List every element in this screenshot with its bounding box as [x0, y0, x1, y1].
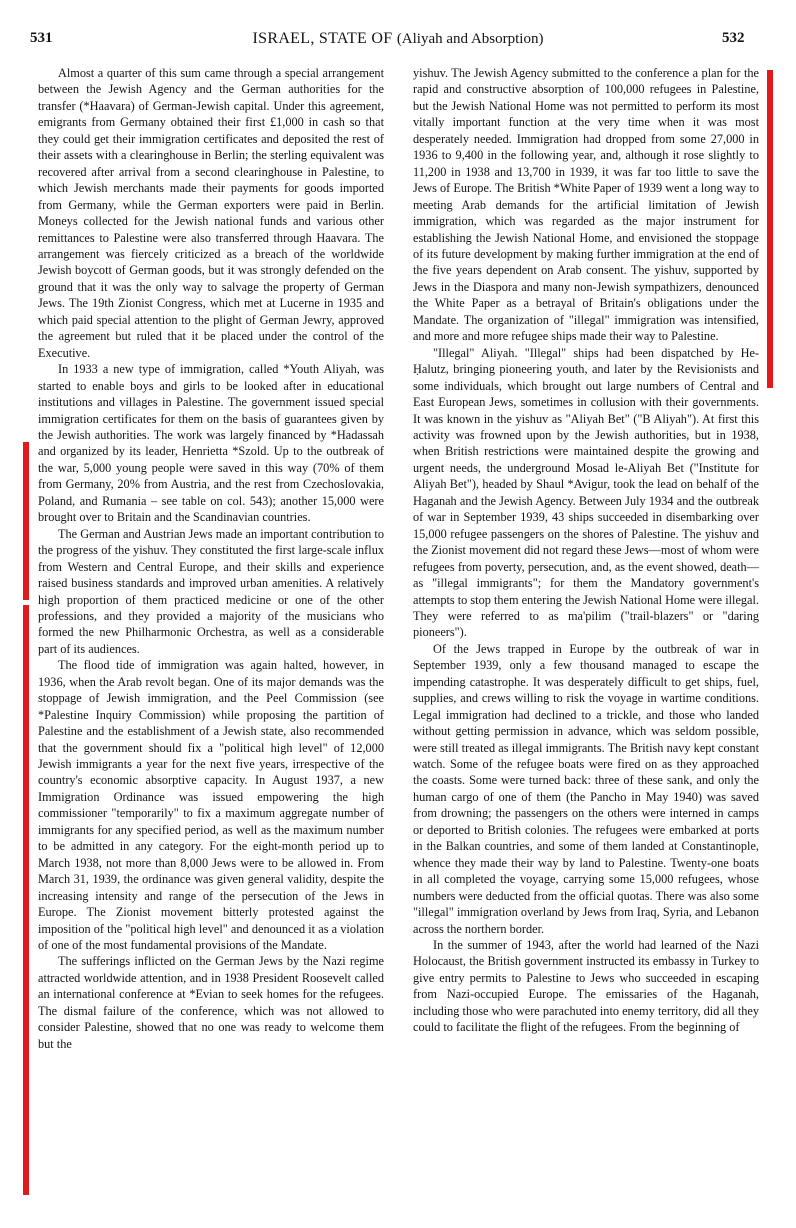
left-column [38, 65, 384, 1052]
left-paragraph-4: The flood tide of immigration was again halted, however, in 1936, when the Arab revolt began. One of its major demands was the stoppage of Jewish immigration, and the Peel Commission (see *Palestine Inquiry Commission) while proposing the partition of Palestine and the establishment of a Jewish state, also recommended that the government should fix a "political high level" of 12,000 Jewish immigrants a year for the next five years, irrespective of the country's economic absorptive capacity. In August 1937, a new Immigration Ordinance was issued empowering the high commissioner "temporarily" to fix a maximum aggregate number of immigrants for any specified period, as well as the maximum number to be admitted in any category. For the eight-month period up to March 1938, not more than 8,000 Jews were to be allowed in. From March 31, 1939, the ordinance was given general validity, despite the increasing intensity and range of the persecution of the Jews in Europe. The Zionist movement bitterly protested against the imposition of the "political high level" and denounced it as a violation of one of the most fundamental provisions of the Mandate. [38, 658, 384, 953]
right-paragraph-2: "Illegal" Aliyah. "Illegal" ships had been dispatched by He-Ḥalutz, bringing pioneering youth, and later by the Revisionists and some individuals, which brought out large numbers of Central and East European Jews, sometimes in collusion with their governments. It was known in the yishuv as "Aliyah Bet" ("B Aliyah"). At first this activity was frowned upon by the Jewish authorities, but in 1938, when British restrictions were maintained despite the growing and urgent needs, the underground Mosad le-Aliyah Bet ("Institute for Aliyah Bet"), headed by Shaul *Avigur, took the lead on behalf of the Haganah and the Jewish Agency. Between July 1934 and the outbreak of war in September 1939, 43 ships succeeded in disembarking over 15,000 refugee passengers on the shores of Palestine. The yishuv and the Zionist movement did not regard these Jews—most of whom were refugees from poverty, persecution, and, as the event showed, death—as "illegal immigrants"; for them the Mandatory government's attempts to stop them entering the Jewish National Home were illegal. They were referred to as ma'pilim ("trail-blazers" or "daring pioneers"). [413, 345, 759, 640]
left-paragraph-5: The sufferings inflicted on the German Jews by the Nazi regime attracted worldwide attention, and in 1938 President Roosevelt called an international conference at *Evian to seek homes for the refugees. The dismal failure of the conference, which was not allowed to consider Palestine, showed that no one was ready to welcome them but the [38, 954, 384, 1051]
right-paragraph-1: yishuv. The Jewish Agency submitted to the conference a plan for the rapid and constructive absorption of 100,000 refugees in Palestine, but the Jewish National Home was not permitted to perform its most vitally important function at the very time when it was most desperately needed. Immigration had dropped from some 27,000 in 1936 to 9,400 in the following year, and, although it rose slightly to 11,200 in 1938 and 13,700 in 1939, it was far too little to save the Jews of Europe. The British *White Paper of 1939 went a long way to meeting Arab demands for the artificial limitation of Jewish immigration, which was regarded as the major instrument for establishing the Jewish National Home, and envisioned the stoppage of its future development by making further immigration at the end of the five years dependent on Arab consent. The yishuv, supported by Jews in the Diaspora and many non-Jewish sympathizers, denounced the White Paper as a betrayal of Britain's obligations under the Mandate. The organization of "illegal" immigration was intensified, and more and more refugee ships made their way to Palestine. [413, 66, 759, 344]
right-paragraph-3: Of the Jews trapped in Europe by the outbreak of war in September 1939, only a few thousand managed to escape the impending catastrophe. It was desperately difficult to get ships, fuel, supplies, and crews willing to risk the voyage in wartime conditions. Legal immigration had declined to a trickle, and those who landed without getting permission in advance, which was seldom possible, were still treated as illegal immigrants. The British navy kept constant watch. Some of the refugee boats were fired on as they approached the coasts. Some were turned back: three of these sank, and only the human cargo of one of them (the Pancho in May 1940) was saved from drowning; the passengers on the others were interned in camps or deported to British colonies. The refugees were embarked at ports in the Balkan countries, and some of them landed at Constantinople, whence they made their way by land to Palestine. Twenty-one boats in all completed the voyage, carrying some 15,000 refugees, whose numbers were deducted from the official quotas. There was also some "illegal" immigration overland by Jews from Iraq, Syria, and Lebanon across the northern border. [413, 641, 759, 936]
running-title-main: ISRAEL, STATE OF [252, 30, 393, 47]
margin-annotation-bar [767, 70, 773, 388]
running-title [0, 30, 796, 48]
right-column [413, 65, 759, 1036]
running-title-sub: (Aliyah and Absorption) [396, 31, 544, 47]
left-paragraph-1: Almost a quarter of this sum came through a special arrangement between the Jewish Agency and the German authorities for the transfer (*Haavara) of German-Jewish capital. Under this agreement, emigrants from Germany obtained their first £1,000 in cash so that they could get their immigration certificates and deposited the rest of their assets with a clearinghouse in Berlin; the sterling equivalent was recovered after arrival from a second clearinghouse in Palestine, to which Jewish merchants made their payments for goods imported from Germany, while the German exporters were paid in Berlin. Moneys collected for the Jewish national funds and various other remittances to Palestine were also transferred through Haavara. The arrangement was fiercely criticized as a breach of the worldwide Jewish boycott of German goods, but it was strongly defended on the ground that it was the only way to salvage the property of German Jews. The 19th Zionist Congress, which met at Lucerne in 1935 and which paid special attention to the plight of German Jewry, approved the agreement but ruled that it be placed under the control of the Executive. [38, 66, 384, 360]
page-header [0, 30, 796, 54]
right-paragraph-4: In the summer of 1943, after the world had learned of the Nazi Holocaust, the British government instructed its embassy in Turkey to give entry permits to Palestine to Jews who succeeded in escaping from Nazi-occupied Europe. The emissaries of the Haganah, including those who were parachuted into enemy territory, did all they could to facilitate the flight of the refugees. From the beginning of [413, 938, 759, 1035]
left-paragraph-2: In 1933 a new type of immigration, called *Youth Aliyah, was started to enable boys and girls to be looked after in educational institutions and villages in Palestine. The government issued special immigration certificates for them on the basis of guarantees given by the Jewish authorities. The work was largely financed by *Hadassah and organized by its leader, Henrietta *Szold. Up to the outbreak of the war, 5,000 young people were saved in this way (70% of them from Germany, 20% from Austria, and the rest from Czechoslovakia, Poland, and Rumania – see table on col. 543); another 15,000 were brought over to Britain and the Scandinavian countries. [38, 362, 384, 525]
left-paragraph-3: The German and Austrian Jews made an important contribution to the progress of the yishuv. They constituted the first large-scale influx from Western and Central Europe, and their skills and experience raised business standards and improved urban amenities. A relatively high proportion of them practiced medicine or one of the other professions, and they provided a majority of the musicians who formed the new Philharmonic Orchestra, as well as a considerable part of its audiences. [38, 526, 384, 656]
right-page-number: 532 [722, 30, 745, 46]
margin-annotation-bar [23, 605, 29, 1195]
margin-annotation-bar [23, 442, 29, 600]
left-page-number: 531 [30, 30, 53, 46]
